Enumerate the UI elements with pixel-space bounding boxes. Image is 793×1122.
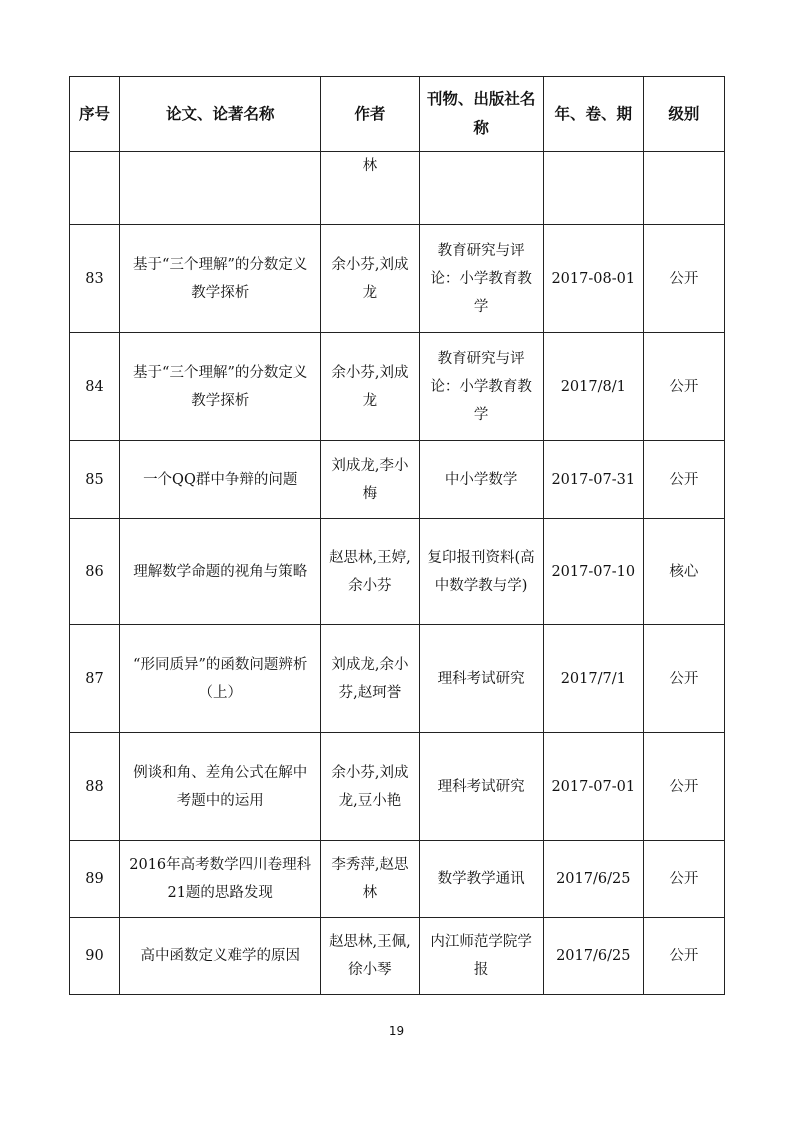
table-row	[70, 225, 725, 333]
header-level: 级别	[643, 77, 724, 152]
row-level: 公开	[643, 733, 724, 841]
row-author: 赵思林,王婷,余小芬	[321, 519, 419, 625]
row-date: 2017-07-10	[543, 519, 643, 625]
row-title: 一个QQ群中争辩的问题	[120, 441, 321, 519]
header-title: 论文、论著名称	[120, 77, 321, 152]
row-date: 2017-08-01	[543, 225, 643, 333]
row-title: 高中函数定义难学的原因	[120, 918, 321, 995]
row-seq: 88	[70, 733, 120, 841]
row-seq: 87	[70, 625, 120, 733]
row-seq: 84	[70, 333, 120, 441]
row-date: 2017-07-31	[543, 441, 643, 519]
row-title: 基于“三个理解”的分数定义教学探析	[120, 333, 321, 441]
row-date	[543, 152, 643, 225]
table-row	[70, 519, 725, 625]
header-author: 作者	[321, 77, 419, 152]
row-title: 2016年高考数学四川卷理科21题的思路发现	[120, 841, 321, 918]
row-level: 核心	[643, 519, 724, 625]
row-journal: 理科考试研究	[419, 625, 543, 733]
row-journal: 中小学数学	[419, 441, 543, 519]
row-journal: 内江师范学院学报	[419, 918, 543, 995]
table-row	[70, 152, 725, 225]
row-author: 林	[321, 152, 419, 225]
row-date: 2017/6/25	[543, 918, 643, 995]
row-level: 公开	[643, 333, 724, 441]
row-seq	[70, 152, 120, 225]
row-date: 2017-07-01	[543, 733, 643, 841]
table-row	[70, 918, 725, 995]
row-date: 2017/8/1	[543, 333, 643, 441]
table-row	[70, 625, 725, 733]
row-date: 2017/7/1	[543, 625, 643, 733]
row-author: 余小芬,刘成龙,豆小艳	[321, 733, 419, 841]
row-seq: 86	[70, 519, 120, 625]
table-row	[70, 441, 725, 519]
table-row	[70, 733, 725, 841]
row-title: 理解数学命题的视角与策略	[120, 519, 321, 625]
row-level: 公开	[643, 625, 724, 733]
row-author: 余小芬,刘成龙	[321, 225, 419, 333]
row-seq: 90	[70, 918, 120, 995]
row-journal: 教育研究与评论：小学教育教学	[419, 333, 543, 441]
row-seq: 85	[70, 441, 120, 519]
header-date: 年、卷、期	[543, 77, 643, 152]
row-level	[643, 152, 724, 225]
row-author: 余小芬,刘成龙	[321, 333, 419, 441]
paper-table	[69, 76, 725, 995]
row-level: 公开	[643, 441, 724, 519]
row-title	[120, 152, 321, 225]
row-seq: 83	[70, 225, 120, 333]
header-row	[70, 77, 725, 152]
row-author: 刘成龙,李小梅	[321, 441, 419, 519]
row-title: “形同质异”的函数问题辨析（上）	[120, 625, 321, 733]
row-journal: 数学教学通讯	[419, 841, 543, 918]
header-seq: 序号	[70, 77, 120, 152]
row-journal	[419, 152, 543, 225]
row-author: 赵思林,王佩,徐小琴	[321, 918, 419, 995]
row-level: 公开	[643, 841, 724, 918]
table-row	[70, 333, 725, 441]
row-title: 例谈和角、差角公式在解中考题中的运用	[120, 733, 321, 841]
row-journal: 复印报刊资料(高中数学教与学)	[419, 519, 543, 625]
row-level: 公开	[643, 918, 724, 995]
row-author: 刘成龙,余小芬,赵珂誉	[321, 625, 419, 733]
row-journal: 教育研究与评论：小学教育教学	[419, 225, 543, 333]
row-seq: 89	[70, 841, 120, 918]
table-row	[70, 841, 725, 918]
header-journal: 刊物、出版社名称	[419, 77, 543, 152]
row-title: 基于“三个理解”的分数定义教学探析	[120, 225, 321, 333]
row-level: 公开	[643, 225, 724, 333]
row-author: 李秀萍,赵思林	[321, 841, 419, 918]
row-journal: 理科考试研究	[419, 733, 543, 841]
page-number: 19	[388, 1024, 405, 1038]
row-date: 2017/6/25	[543, 841, 643, 918]
